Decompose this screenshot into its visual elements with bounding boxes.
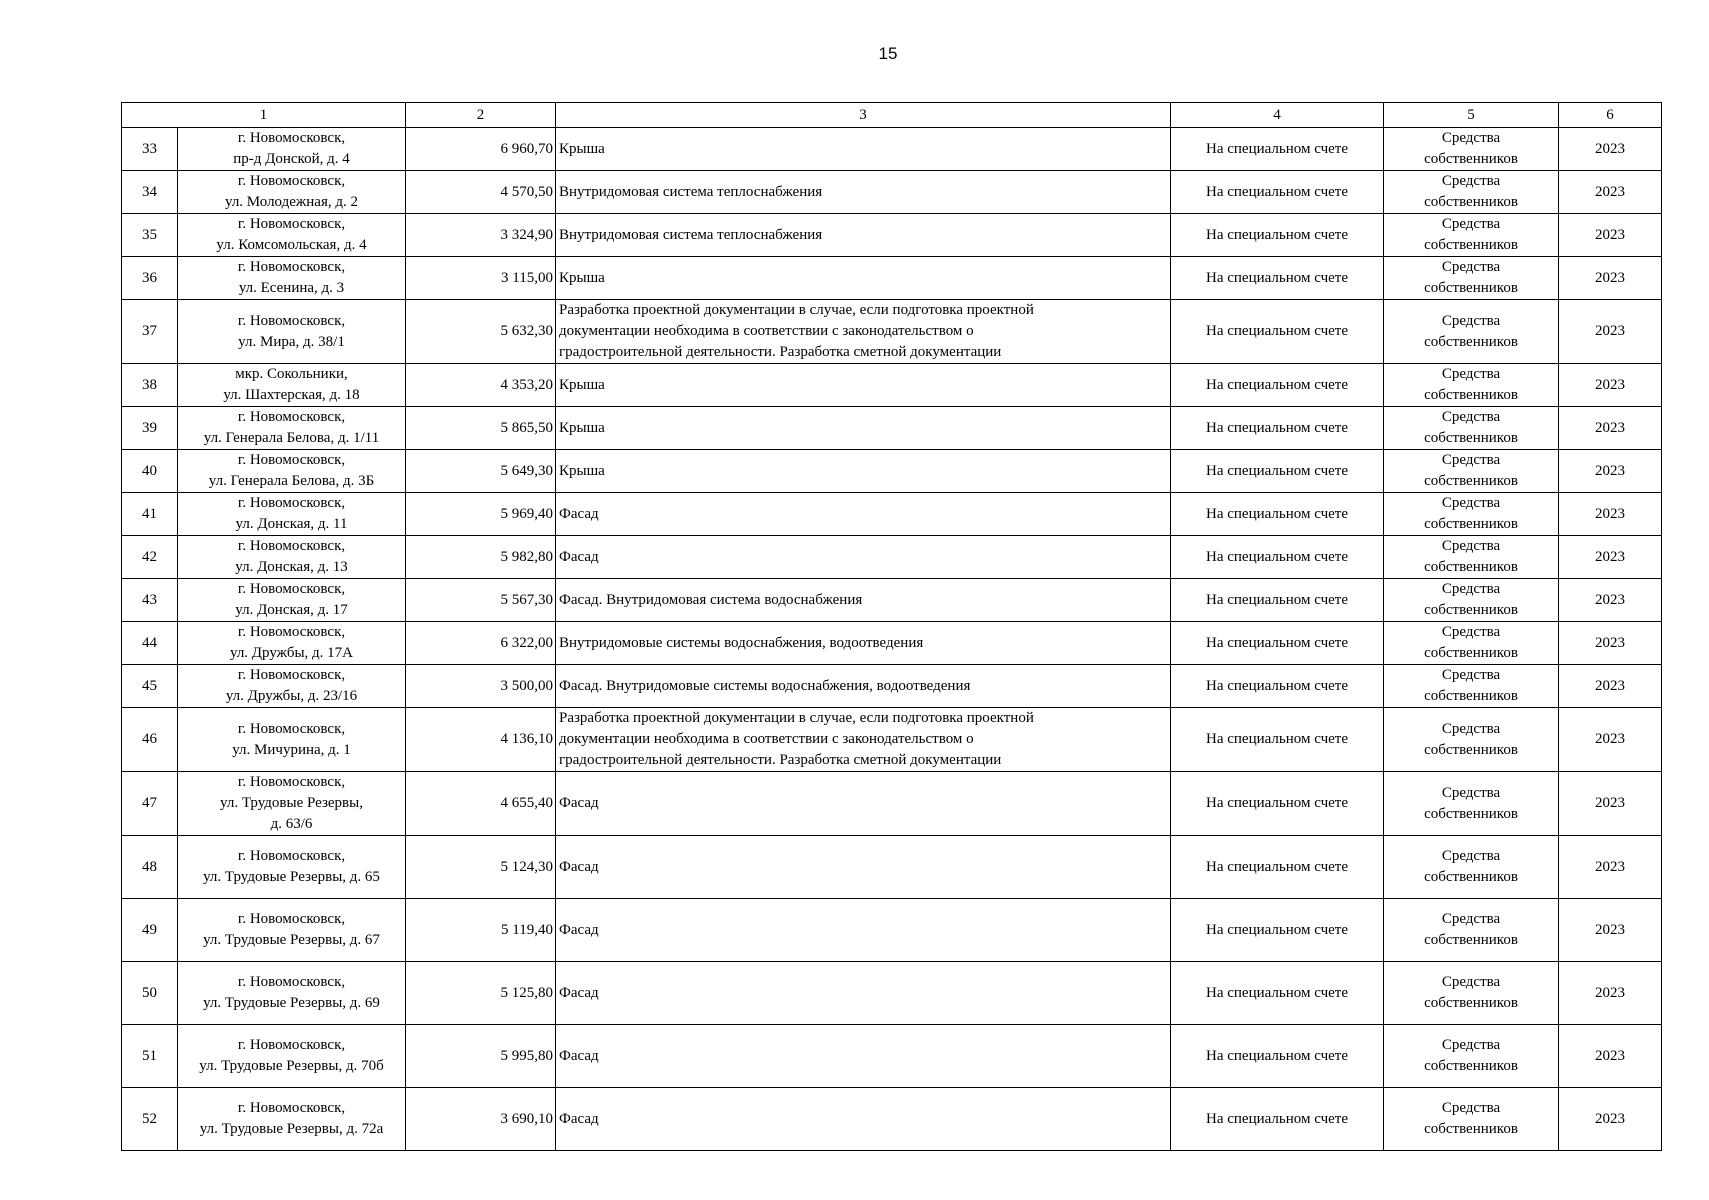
funding-source-cell-line: собственников xyxy=(1424,473,1518,489)
row-number-cell: 39 xyxy=(122,407,178,450)
column-header-2: 2 xyxy=(406,103,556,128)
address-cell-line: г. Новомосковск, xyxy=(237,1100,346,1116)
funding-source-cell xyxy=(1384,962,1559,1025)
work-type-cell-line: документации необходима в соответствии с законодательством о xyxy=(559,323,974,339)
work-type-cell xyxy=(556,1025,1171,1088)
work-type-cell-line: Фасад xyxy=(559,1110,599,1127)
funding-source-cell xyxy=(1384,772,1559,836)
work-type-cell-line: Фасад xyxy=(559,505,599,522)
account-cell: На специальном счете xyxy=(1171,257,1384,300)
funding-source-cell-line: Средства xyxy=(1441,720,1501,737)
cost-cell: 5 124,30 xyxy=(406,836,556,899)
account-cell: На специальном счете xyxy=(1171,962,1384,1025)
address-cell-line: ул. Трудовые Резервы, д. 72а xyxy=(199,1121,384,1137)
funding-source-cell xyxy=(1384,493,1559,536)
cost-cell: 5 119,40 xyxy=(406,899,556,962)
work-type-cell xyxy=(556,836,1171,899)
address-cell-line: г. Новомосковск, xyxy=(237,581,346,597)
row-number-cell: 42 xyxy=(122,536,178,579)
year-cell: 2023 xyxy=(1559,1025,1662,1088)
funding-source-cell-line: собственников xyxy=(1424,932,1518,948)
work-type-cell xyxy=(556,257,1171,300)
work-type-cell-line: Крыша xyxy=(559,269,605,286)
address-cell-line: ул. Донская, д. 13 xyxy=(235,559,348,575)
work-type-cell-line: Внутридомовая система теплоснабжения xyxy=(559,226,823,243)
funding-source-cell-line: Средства xyxy=(1441,1100,1501,1116)
work-type-cell-line: документации необходима в соответствии с законодательством о xyxy=(559,731,974,747)
address-cell-line: ул. Трудовые Резервы, д. 67 xyxy=(203,932,380,948)
funding-source-cell xyxy=(1384,364,1559,407)
table-row xyxy=(122,214,1662,257)
account-cell: На специальном счете xyxy=(1171,622,1384,665)
funding-source-cell-line: собственников xyxy=(1424,645,1518,661)
funding-source-cell-line: Средства xyxy=(1441,452,1501,468)
funding-source-cell-line: Средства xyxy=(1441,259,1501,275)
funding-source-cell-line: собственников xyxy=(1424,1058,1518,1074)
address-cell-line: д. 63/6 xyxy=(270,816,313,832)
funding-source-cell xyxy=(1384,407,1559,450)
address-cell-line: г. Новомосковск, xyxy=(237,259,346,275)
row-number-cell: 37 xyxy=(122,300,178,364)
funding-source-cell-line: Средства xyxy=(1441,409,1501,425)
table-row xyxy=(122,536,1662,579)
work-type-cell xyxy=(556,493,1171,536)
work-type-cell-line: Фасад. Внутридомовые системы водоснабжения, водоотведения xyxy=(559,677,971,694)
work-type-cell-line: градостроительной деятельности. Разработка сметной документации xyxy=(559,344,1002,360)
funding-source-cell xyxy=(1384,450,1559,493)
address-cell-line: ул. Трудовые Резервы, д. 69 xyxy=(203,995,380,1011)
work-type-cell xyxy=(556,622,1171,665)
address-cell xyxy=(178,665,406,708)
repair-plan-table xyxy=(121,102,1662,1151)
account-cell: На специальном счете xyxy=(1171,450,1384,493)
address-cell xyxy=(178,772,406,836)
account-cell: На специальном счете xyxy=(1171,899,1384,962)
address-cell xyxy=(178,536,406,579)
cost-cell: 3 690,10 xyxy=(406,1088,556,1151)
table-row xyxy=(122,171,1662,214)
row-number-cell: 49 xyxy=(122,899,178,962)
cost-cell: 5 982,80 xyxy=(406,536,556,579)
work-type-cell-line: Внутридомовая система теплоснабжения xyxy=(559,183,823,200)
work-type-cell-line: градостроительной деятельности. Разработка сметной документации xyxy=(559,752,1002,768)
work-type-cell-line: Разработка проектной документации в случае, если подготовка проектной xyxy=(559,710,1034,726)
funding-source-cell-line: собственников xyxy=(1424,995,1518,1011)
funding-source-cell-line: собственников xyxy=(1424,430,1518,446)
cost-cell: 6 960,70 xyxy=(406,128,556,171)
work-type-cell-line: Внутридомовые системы водоснабжения, водоотведения xyxy=(559,634,924,651)
work-type-cell xyxy=(556,899,1171,962)
funding-source-cell-line: Средства xyxy=(1441,366,1501,382)
address-cell-line: ул. Генерала Белова, д. 3Б xyxy=(208,473,375,489)
table-row xyxy=(122,300,1662,364)
work-type-cell xyxy=(556,300,1171,364)
work-type-cell-line: Крыша xyxy=(559,462,605,479)
address-cell xyxy=(178,1088,406,1151)
account-cell: На специальном счете xyxy=(1171,364,1384,407)
funding-source-cell-line: Средства xyxy=(1441,581,1501,597)
address-cell-line: г. Новомосковск, xyxy=(237,452,346,468)
funding-source-cell xyxy=(1384,214,1559,257)
funding-source-cell-line: Средства xyxy=(1441,667,1501,683)
funding-source-cell xyxy=(1384,128,1559,171)
year-cell: 2023 xyxy=(1559,622,1662,665)
funding-source-cell xyxy=(1384,171,1559,214)
address-cell-line: ул. Генерала Белова, д. 1/11 xyxy=(203,430,380,446)
year-cell: 2023 xyxy=(1559,407,1662,450)
cost-cell: 5 969,40 xyxy=(406,493,556,536)
funding-source-cell xyxy=(1384,665,1559,708)
account-cell: На специальном счете xyxy=(1171,579,1384,622)
year-cell: 2023 xyxy=(1559,214,1662,257)
row-number-cell: 35 xyxy=(122,214,178,257)
year-cell: 2023 xyxy=(1559,836,1662,899)
funding-source-cell-line: собственников xyxy=(1424,559,1518,575)
table-row xyxy=(122,257,1662,300)
funding-source-cell-line: Средства xyxy=(1441,784,1501,801)
address-cell xyxy=(178,128,406,171)
work-type-cell xyxy=(556,708,1171,772)
row-number-cell: 52 xyxy=(122,1088,178,1151)
funding-source-cell-line: Средства xyxy=(1441,130,1501,146)
table-header xyxy=(122,103,1662,128)
work-type-cell xyxy=(556,962,1171,1025)
funding-source-cell-line: собственников xyxy=(1424,194,1518,210)
row-number-cell: 45 xyxy=(122,665,178,708)
address-cell xyxy=(178,171,406,214)
account-cell: На специальном счете xyxy=(1171,772,1384,836)
account-cell: На специальном счете xyxy=(1171,708,1384,772)
work-type-cell-line: Фасад xyxy=(559,1047,599,1064)
address-cell-line: г. Новомосковск, xyxy=(237,720,346,737)
funding-source-cell xyxy=(1384,1088,1559,1151)
address-cell-line: г. Новомосковск, xyxy=(237,774,346,790)
funding-source-cell-line: Средства xyxy=(1441,624,1501,640)
work-type-cell xyxy=(556,214,1171,257)
funding-source-cell-line: Средства xyxy=(1441,974,1501,990)
funding-source-cell-line: Средства xyxy=(1441,1037,1501,1053)
account-cell: На специальном счете xyxy=(1171,1025,1384,1088)
work-type-cell xyxy=(556,536,1171,579)
account-cell: На специальном счете xyxy=(1171,171,1384,214)
work-type-cell-line: Фасад. Внутридомовая система водоснабжения xyxy=(559,591,863,608)
year-cell: 2023 xyxy=(1559,493,1662,536)
year-cell: 2023 xyxy=(1559,665,1662,708)
row-number-cell: 41 xyxy=(122,493,178,536)
column-header-1: 1 xyxy=(122,103,406,128)
row-number-cell: 40 xyxy=(122,450,178,493)
address-cell xyxy=(178,962,406,1025)
address-cell xyxy=(178,622,406,665)
work-type-cell-line: Фасад xyxy=(559,984,599,1001)
table-row xyxy=(122,836,1662,899)
funding-source-cell xyxy=(1384,899,1559,962)
table-row xyxy=(122,622,1662,665)
table-row xyxy=(122,708,1662,772)
year-cell: 2023 xyxy=(1559,300,1662,364)
row-number-cell: 36 xyxy=(122,257,178,300)
column-header-6: 6 xyxy=(1559,103,1662,128)
account-cell: На специальном счете xyxy=(1171,1088,1384,1151)
table-row xyxy=(122,1025,1662,1088)
cost-cell: 5 649,30 xyxy=(406,450,556,493)
row-number-cell: 51 xyxy=(122,1025,178,1088)
column-header-4: 4 xyxy=(1171,103,1384,128)
address-cell-line: г. Новомосковск, xyxy=(237,538,346,554)
funding-source-cell-line: собственников xyxy=(1424,280,1518,296)
year-cell: 2023 xyxy=(1559,962,1662,1025)
address-cell-line: ул. Дружбы, д. 17А xyxy=(229,645,353,661)
address-cell-line: г. Новомосковск, xyxy=(237,624,346,640)
address-cell-line: пр-д Донской, д. 4 xyxy=(233,151,350,167)
funding-source-cell-line: собственников xyxy=(1424,151,1518,167)
account-cell: На специальном счете xyxy=(1171,493,1384,536)
table-row xyxy=(122,665,1662,708)
address-cell xyxy=(178,214,406,257)
work-type-cell xyxy=(556,128,1171,171)
funding-source-cell-line: Средства xyxy=(1441,216,1501,232)
funding-source-cell-line: Средства xyxy=(1441,911,1501,927)
funding-source-cell xyxy=(1384,579,1559,622)
funding-source-cell-line: собственников xyxy=(1424,333,1518,350)
row-number-cell: 43 xyxy=(122,579,178,622)
year-cell: 2023 xyxy=(1559,257,1662,300)
year-cell: 2023 xyxy=(1559,536,1662,579)
funding-source-cell xyxy=(1384,536,1559,579)
funding-source-cell xyxy=(1384,836,1559,899)
address-cell-line: г. Новомосковск, xyxy=(237,974,346,990)
cost-cell: 4 136,10 xyxy=(406,708,556,772)
funding-source-cell xyxy=(1384,622,1559,665)
address-cell xyxy=(178,407,406,450)
funding-source-cell-line: собственников xyxy=(1424,602,1518,618)
cost-cell: 3 115,00 xyxy=(406,257,556,300)
year-cell: 2023 xyxy=(1559,1088,1662,1151)
funding-source-cell-line: собственников xyxy=(1424,741,1518,758)
work-type-cell-line: Разработка проектной документации в случае, если подготовка проектной xyxy=(559,302,1034,318)
row-number-cell: 38 xyxy=(122,364,178,407)
funding-source-cell-line: собственников xyxy=(1424,516,1518,532)
address-cell-line: ул. Молодежная, д. 2 xyxy=(224,194,358,210)
row-number-cell: 33 xyxy=(122,128,178,171)
address-cell-line: г. Новомосковск, xyxy=(237,495,346,511)
address-cell-line: ул. Донская, д. 11 xyxy=(235,516,348,532)
work-type-cell xyxy=(556,450,1171,493)
work-type-cell-line: Фасад xyxy=(559,921,599,938)
year-cell: 2023 xyxy=(1559,364,1662,407)
address-cell xyxy=(178,899,406,962)
cost-cell: 6 322,00 xyxy=(406,622,556,665)
funding-source-cell xyxy=(1384,1025,1559,1088)
column-header-5: 5 xyxy=(1384,103,1559,128)
cost-cell: 4 353,20 xyxy=(406,364,556,407)
year-cell: 2023 xyxy=(1559,579,1662,622)
address-cell-line: г. Новомосковск, xyxy=(237,667,346,683)
row-number-cell: 46 xyxy=(122,708,178,772)
funding-source-cell-line: собственников xyxy=(1424,1121,1518,1137)
table-body xyxy=(122,128,1662,1151)
address-cell xyxy=(178,579,406,622)
funding-source-cell-line: Средства xyxy=(1441,173,1501,189)
address-cell-line: ул. Шахтерская, д. 18 xyxy=(223,387,360,403)
address-cell xyxy=(178,300,406,364)
address-cell xyxy=(178,708,406,772)
work-type-cell xyxy=(556,171,1171,214)
address-cell xyxy=(178,257,406,300)
cost-cell: 5 125,80 xyxy=(406,962,556,1025)
cost-cell: 4 570,50 xyxy=(406,171,556,214)
work-type-cell-line: Фасад xyxy=(559,858,599,875)
account-cell: На специальном счете xyxy=(1171,300,1384,364)
address-cell-line: г. Новомосковск, xyxy=(237,1037,346,1053)
address-cell-line: ул. Мичурина, д. 1 xyxy=(232,741,351,758)
address-cell-line: ул. Мира, д. 38/1 xyxy=(238,333,345,350)
address-cell-line: г. Новомосковск, xyxy=(237,848,346,864)
account-cell: На специальном счете xyxy=(1171,536,1384,579)
table-row xyxy=(122,407,1662,450)
table-row xyxy=(122,493,1662,536)
year-cell: 2023 xyxy=(1559,450,1662,493)
account-cell: На специальном счете xyxy=(1171,665,1384,708)
year-cell: 2023 xyxy=(1559,708,1662,772)
cost-cell: 3 500,00 xyxy=(406,665,556,708)
work-type-cell xyxy=(556,665,1171,708)
row-number-cell: 48 xyxy=(122,836,178,899)
address-cell-line: ул. Трудовые Резервы, д. 70б xyxy=(199,1058,384,1074)
funding-source-cell-line: Средства xyxy=(1441,495,1501,511)
cost-cell: 5 632,30 xyxy=(406,300,556,364)
account-cell: На специальном счете xyxy=(1171,214,1384,257)
table-row xyxy=(122,962,1662,1025)
address-cell xyxy=(178,1025,406,1088)
table-row xyxy=(122,899,1662,962)
row-number-cell: 47 xyxy=(122,772,178,836)
funding-source-cell-line: собственников xyxy=(1424,869,1518,885)
year-cell: 2023 xyxy=(1559,128,1662,171)
work-type-cell xyxy=(556,407,1171,450)
header-row xyxy=(122,103,1662,128)
work-type-cell-line: Крыша xyxy=(559,419,605,436)
funding-source-cell-line: Средства xyxy=(1441,312,1501,329)
table-row xyxy=(122,579,1662,622)
funding-source-cell-line: собственников xyxy=(1424,237,1518,253)
cost-cell: 4 655,40 xyxy=(406,772,556,836)
funding-source-cell xyxy=(1384,708,1559,772)
funding-source-cell xyxy=(1384,300,1559,364)
work-type-cell xyxy=(556,1088,1171,1151)
address-cell-line: ул. Трудовые Резервы, д. 65 xyxy=(203,869,380,885)
work-type-cell-line: Фасад xyxy=(559,548,599,565)
account-cell: На специальном счете xyxy=(1171,128,1384,171)
address-cell-line: ул. Есенина, д. 3 xyxy=(238,280,345,296)
address-cell-line: мкр. Сокольники, xyxy=(235,366,348,382)
funding-source-cell-line: собственников xyxy=(1424,805,1518,822)
table-row xyxy=(122,128,1662,171)
work-type-cell-line: Крыша xyxy=(559,140,605,157)
address-cell xyxy=(178,836,406,899)
address-cell-line: г. Новомосковск, xyxy=(237,409,346,425)
funding-source-cell-line: Средства xyxy=(1441,538,1501,554)
row-number-cell: 50 xyxy=(122,962,178,1025)
address-cell-line: ул. Донская, д. 17 xyxy=(235,602,348,618)
address-cell-line: г. Новомосковск, xyxy=(237,130,346,146)
work-type-cell-line: Фасад xyxy=(559,795,599,811)
column-header-3: 3 xyxy=(556,103,1171,128)
page-number: 15 xyxy=(878,44,898,63)
funding-source-cell xyxy=(1384,257,1559,300)
address-cell-line: г. Новомосковск, xyxy=(237,911,346,927)
address-cell xyxy=(178,364,406,407)
cost-cell: 5 865,50 xyxy=(406,407,556,450)
cost-cell: 5 995,80 xyxy=(406,1025,556,1088)
funding-source-cell-line: собственников xyxy=(1424,688,1518,704)
address-cell xyxy=(178,450,406,493)
work-type-cell xyxy=(556,364,1171,407)
funding-source-cell-line: собственников xyxy=(1424,387,1518,403)
address-cell-line: г. Новомосковск, xyxy=(237,216,346,232)
year-cell: 2023 xyxy=(1559,899,1662,962)
account-cell: На специальном счете xyxy=(1171,407,1384,450)
funding-source-cell-line: Средства xyxy=(1441,848,1501,864)
year-cell: 2023 xyxy=(1559,171,1662,214)
address-cell-line: ул. Комсомольская, д. 4 xyxy=(216,237,367,253)
address-cell-line: г. Новомосковск, xyxy=(237,312,346,329)
address-cell xyxy=(178,493,406,536)
work-type-cell xyxy=(556,772,1171,836)
row-number-cell: 34 xyxy=(122,171,178,214)
row-number-cell: 44 xyxy=(122,622,178,665)
work-type-cell xyxy=(556,579,1171,622)
cost-cell: 3 324,90 xyxy=(406,214,556,257)
table-row xyxy=(122,364,1662,407)
address-cell-line: ул. Дружбы, д. 23/16 xyxy=(225,688,358,704)
address-cell-line: ул. Трудовые Резервы, xyxy=(220,795,363,811)
year-cell: 2023 xyxy=(1559,772,1662,836)
address-cell-line: г. Новомосковск, xyxy=(237,173,346,189)
table-row xyxy=(122,450,1662,493)
table-row xyxy=(122,1088,1662,1151)
table-row xyxy=(122,772,1662,836)
cost-cell: 5 567,30 xyxy=(406,579,556,622)
work-type-cell-line: Крыша xyxy=(559,376,605,393)
account-cell: На специальном счете xyxy=(1171,836,1384,899)
